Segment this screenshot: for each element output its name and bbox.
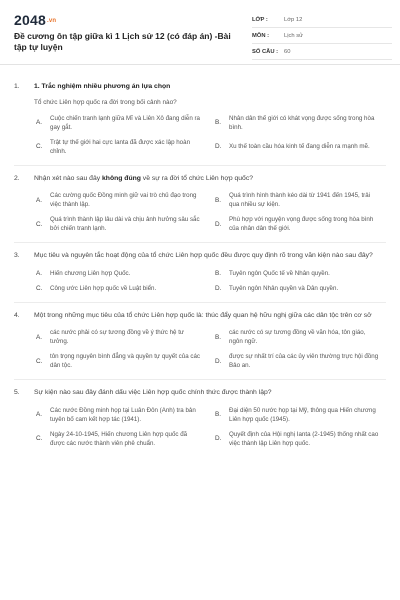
page-header bbox=[0, 0, 400, 65]
option-b[interactable] bbox=[215, 269, 386, 278]
question-text-post: về sự ra đời tổ chức Liên hợp quốc? bbox=[140, 174, 254, 182]
option-c[interactable] bbox=[36, 284, 207, 293]
option-letter: A. bbox=[36, 269, 43, 277]
option-text: tôn trọng nguyên bình đẳng và quyền tự quyết của các dân tộc. bbox=[50, 353, 200, 369]
option-text: Đại diện 50 nước họp tại Mỹ, thông qua Hiến chương Liên hợp quốc (1945). bbox=[229, 406, 376, 423]
meta-row-count bbox=[252, 44, 392, 60]
option-a[interactable] bbox=[36, 114, 207, 132]
option-text: Quá trình thành lập lâu dài và chịu ảnh hưởng sâu sắc bởi chiến tranh lạnh. bbox=[50, 216, 200, 232]
question-header bbox=[14, 311, 386, 321]
question-text-pre: Nhận xét nào sau đây bbox=[34, 174, 103, 182]
option-a[interactable] bbox=[36, 269, 207, 278]
logo-text: 2048 bbox=[14, 12, 46, 28]
document-meta bbox=[252, 12, 392, 60]
option-d[interactable] bbox=[215, 430, 386, 448]
option-a[interactable] bbox=[36, 191, 207, 209]
option-text: Trật tự thế giới hai cực Ianta đã được xác lập hoàn chỉnh. bbox=[50, 138, 191, 155]
option-text: được sự nhất trí của các ủy viên thường trực hội đồng Bảo an. bbox=[229, 353, 379, 369]
option-c[interactable] bbox=[36, 215, 207, 233]
meta-value: Lịch sử bbox=[284, 32, 304, 39]
question-number: 5. bbox=[14, 389, 20, 396]
question-item bbox=[14, 82, 386, 166]
meta-value: 60 bbox=[284, 48, 291, 55]
option-text: các nước có sự tương đồng về văn hóa, tôn giáo, ngôn ngữ. bbox=[229, 329, 366, 345]
option-text: Phù hợp với nguyện vọng được sống trong hòa bình của nhân dân thế giới. bbox=[229, 216, 374, 232]
question-number: 3. bbox=[14, 252, 20, 259]
meta-label: MÔN : bbox=[252, 32, 270, 39]
option-letter: B. bbox=[215, 411, 222, 418]
option-c[interactable] bbox=[36, 430, 207, 448]
meta-label: LỚP : bbox=[252, 16, 268, 23]
option-d[interactable] bbox=[215, 352, 386, 370]
option-text: Công ước Liên hợp quốc về Luật biển. bbox=[50, 284, 157, 292]
option-letter: C. bbox=[36, 435, 43, 442]
option-a[interactable] bbox=[36, 328, 207, 346]
option-letter: C. bbox=[36, 220, 43, 228]
option-d[interactable] bbox=[215, 284, 386, 293]
option-letter: C. bbox=[36, 284, 43, 292]
question-subtext: Tổ chức Liên hợp quốc ra đời trong bối cảnh nào? bbox=[34, 98, 177, 106]
question-item bbox=[14, 251, 386, 303]
logo-suffix: .vn bbox=[46, 18, 57, 25]
option-letter: B. bbox=[215, 269, 222, 277]
option-b[interactable] bbox=[215, 328, 386, 346]
question-text-emphasis: không đúng bbox=[102, 174, 141, 182]
site-logo[interactable] bbox=[14, 12, 56, 28]
option-text: Tuyên ngôn Quốc tế về Nhân quyền. bbox=[229, 269, 330, 277]
option-text: Các cường quốc Đồng minh giữ vai trò chủ đạo trong việc thành lập. bbox=[50, 192, 197, 208]
option-letter: D. bbox=[215, 220, 222, 228]
option-b[interactable] bbox=[215, 191, 386, 209]
option-c[interactable] bbox=[36, 138, 207, 156]
question-text: Sự kiện nào sau đây đánh dấu việc Liên hợp quốc chính thức được thành lập? bbox=[34, 389, 272, 396]
question-item bbox=[14, 174, 386, 244]
answer-options bbox=[36, 114, 386, 156]
question-item bbox=[14, 311, 386, 381]
question-header bbox=[14, 388, 386, 398]
answer-options bbox=[36, 269, 386, 293]
section-heading: 1. Trắc nghiệm nhiều phương án lựa chọn bbox=[34, 83, 171, 90]
option-text: Tuyên ngôn Nhân quyền và Dân quyền. bbox=[229, 284, 339, 292]
question-header bbox=[14, 82, 386, 92]
option-letter: B. bbox=[215, 196, 222, 204]
question-text: Mục tiêu và nguyên tắc hoạt động của tổ chức Liên hợp quốc đều được quy định rõ trong văn kiện nào sau đây? bbox=[34, 252, 373, 259]
option-letter: A. bbox=[36, 333, 43, 341]
meta-row-subject bbox=[252, 28, 392, 44]
option-text: Cuộc chiến tranh lạnh giữa Mĩ và Liên Xô đang diễn ra gay gắt. bbox=[50, 114, 200, 131]
option-text: Quyết định của Hội nghị Ianta (2-1945) thống nhất cao việc thành lập Liên hợp quốc. bbox=[229, 430, 379, 447]
option-text: Ngày 24-10-1945, Hiến chương Liên hợp quốc đã được các nước thành viên phê chuẩn. bbox=[50, 430, 188, 447]
document-title: Đề cương ôn tập giữa kì 1 Lịch sử 12 (có đáp án) -Bài tập tự luyện bbox=[14, 31, 231, 52]
option-letter: C. bbox=[36, 143, 43, 150]
meta-value: Lớp 12 bbox=[284, 16, 303, 23]
option-letter: C. bbox=[36, 357, 43, 365]
option-letter: B. bbox=[215, 333, 222, 341]
question-list bbox=[14, 74, 386, 457]
option-letter: D. bbox=[215, 143, 222, 150]
meta-row-class bbox=[252, 12, 392, 28]
option-d[interactable] bbox=[215, 138, 386, 156]
question-text: Một trong những mục tiêu của tổ chức Liên hợp quốc là: thúc đẩy quan hệ hữu nghị giữa các dân tộc trên cơ sở bbox=[34, 311, 372, 319]
option-text: Hiến chương Liên hợp Quốc. bbox=[50, 269, 131, 277]
meta-label: SỐ CÂU : bbox=[252, 48, 279, 55]
question-text bbox=[34, 174, 386, 184]
option-letter: A. bbox=[36, 411, 43, 418]
answer-options bbox=[36, 406, 386, 448]
option-d[interactable] bbox=[215, 215, 386, 233]
option-letter: A. bbox=[36, 196, 43, 204]
option-text: Các nước Đồng minh họp tại Luân Đôn (Anh) tra bản tuyên bố cam kết hợp tác (1941). bbox=[50, 406, 196, 423]
question-number: 2. bbox=[14, 174, 20, 182]
option-letter: D. bbox=[215, 357, 222, 365]
option-letter: A. bbox=[36, 119, 43, 126]
option-b[interactable] bbox=[215, 406, 386, 424]
option-text: Xu thế toàn cầu hóa kinh tế đang diễn ra mạnh mẽ. bbox=[229, 143, 370, 150]
question-number: 4. bbox=[14, 311, 20, 319]
option-text: các nước phải có sự tương đồng về ý thức hệ tư tưởng. bbox=[50, 329, 185, 345]
question-header bbox=[14, 251, 386, 261]
option-letter: B. bbox=[215, 119, 222, 126]
question-number: 1. bbox=[14, 83, 20, 90]
option-letter: D. bbox=[215, 284, 222, 292]
answer-options bbox=[36, 328, 386, 370]
option-b[interactable] bbox=[215, 114, 386, 132]
option-c[interactable] bbox=[36, 352, 207, 370]
option-text: Quá trình hình thành kéo dài từ 1941 đến 1945, trải qua nhiều sự kiện. bbox=[229, 192, 371, 208]
option-text: Nhân dân thế giới có khát vọng được sống trong hòa bình. bbox=[229, 114, 375, 131]
question-item bbox=[14, 388, 386, 448]
option-a[interactable] bbox=[36, 406, 207, 424]
answer-options bbox=[36, 191, 386, 233]
question-text bbox=[34, 82, 386, 92]
option-letter: D. bbox=[215, 435, 222, 442]
question-header bbox=[14, 174, 386, 184]
